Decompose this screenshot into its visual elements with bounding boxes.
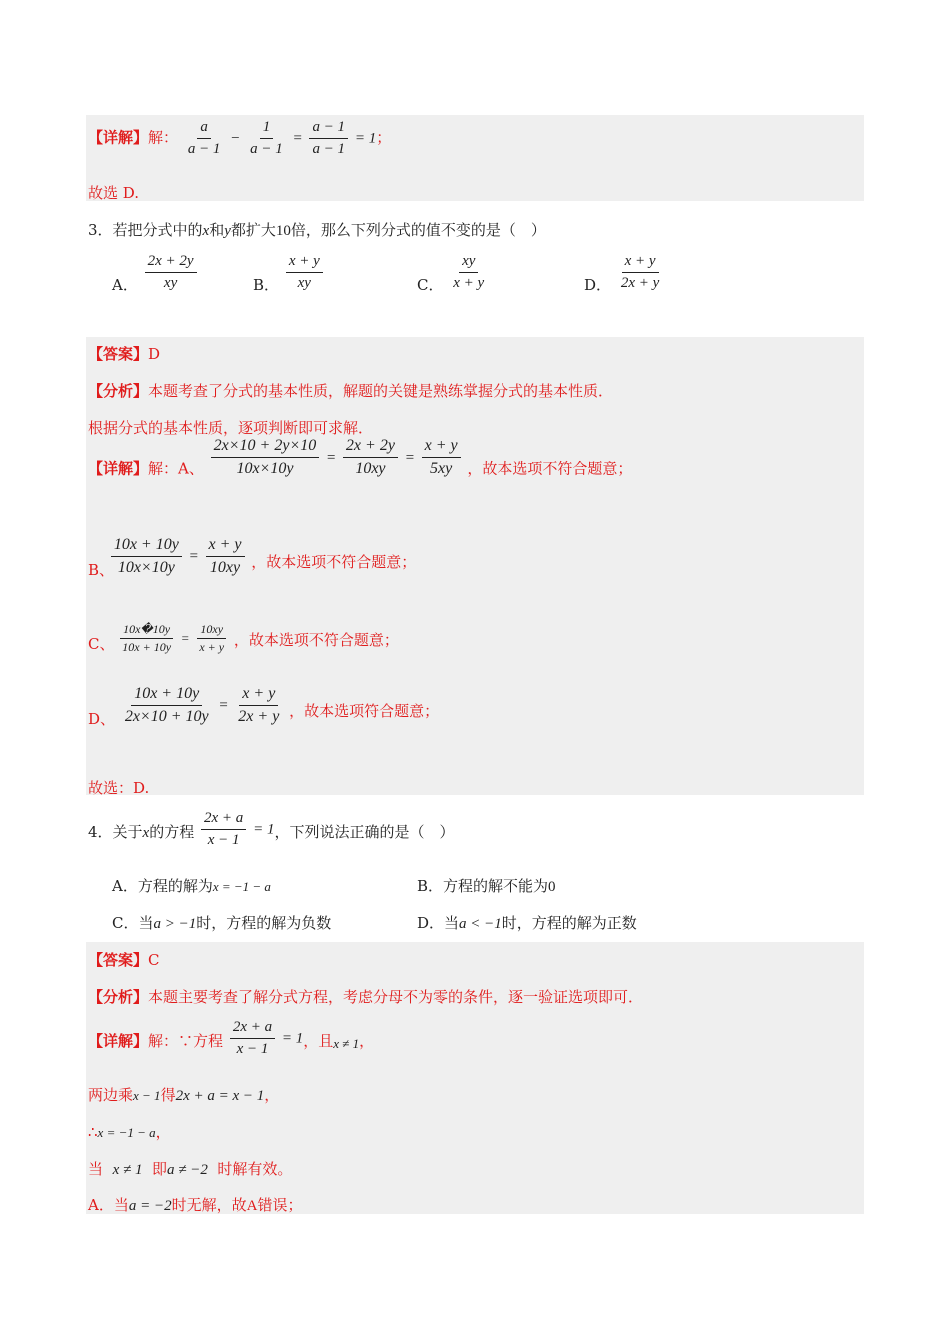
option-c-q4: C．当a > −1时，方程的解为负数 — [112, 914, 332, 932]
analysis-q4: 【分析】本题主要考查了解分式方程，考虑分母不为零的条件，逐一验证选项即可． — [88, 988, 644, 1006]
option-b: B． $\frac{x + y}{xy}$ — [253, 252, 325, 293]
option-a: A． $\frac{2x + 2y}{xy}$ — [112, 252, 199, 293]
method-q3: 根据分式的基本性质，逐项判断即可求解． — [88, 419, 374, 437]
fraction: $\frac{10x�10y}{10x + 10y}$ — [119, 622, 174, 655]
fraction: $\frac{x + y}{2x + y}$ — [620, 253, 660, 291]
question-3-stem: 3．若把分式中的x和y都扩大10倍，那么下列分式的值不变的是（ ） — [88, 221, 546, 239]
option-d: D． $\frac{x + y}{2x + y}$ — [584, 252, 664, 293]
detail-line-4-q4: 当 x ≠ 1 即a ≠ −2 时解有效。 — [88, 1160, 293, 1178]
detail-q4: 【详解】解：∵方程 $\frac{2x + a}{x - 1}$ = 1，且x ≠ 1， — [88, 1019, 375, 1057]
detail-tag: 【详解】 — [88, 128, 149, 147]
analysis-q3: 【分析】本题考查了分式的基本性质，解题的关键是熟练掌握分式的基本性质． — [88, 382, 614, 400]
conclusion-q3: 故选：D. — [88, 779, 150, 797]
detail-line-3-q4: ∴x = −1 − a， — [88, 1123, 171, 1141]
fraction: $\frac{2x + 2y}{xy}$ — [145, 252, 197, 293]
fraction: $\frac{x + y}{5xy}$ — [422, 436, 461, 479]
fraction: $\frac{2x + a}{x - 1}$ — [230, 1018, 275, 1059]
detail-b-q3: B、 $\frac{10x + 10y}{10x\times 10y}$ = $\frac{x + y}{10xy}$ ，故本选项不符合题意； — [88, 536, 417, 579]
question-4-stem: 4．关于x的方程 $\frac{2x + a}{x - 1}$ = 1，下列说法正确的是（ ） — [88, 810, 455, 848]
option-a-q4: A．方程的解为x = −1 − a — [112, 877, 271, 895]
fraction: $\frac{xy}{x + y}$ — [453, 253, 485, 291]
fraction: $\frac{x + y}{10xy}$ — [206, 535, 245, 578]
fraction: $\frac{x + y}{xy}$ — [286, 252, 323, 293]
detail-line-2-q4: 两边乘x − 1得2x + a = x − 1， — [88, 1086, 280, 1104]
fraction: $\frac{2x + 2y}{10xy}$ — [343, 436, 398, 479]
fraction: $\frac{a}{a - 1}$ — [187, 119, 221, 157]
detail-line-5-q4: A．当a = −2时无解，故A错误； — [88, 1196, 303, 1214]
fraction: $\frac{a - 1}{a - 1}$ — [309, 118, 348, 159]
option-b-q4: B．方程的解不能为0 — [417, 877, 556, 895]
option-c: C． $\frac{xy}{x + y}$ — [417, 252, 489, 293]
fraction: $\frac{2x + a}{x - 1}$ — [201, 809, 246, 850]
conclusion-q2: 故选 D. — [88, 184, 140, 202]
fraction: $\frac{10x + 10y}{10x\times 10y}$ — [111, 535, 182, 578]
detail-c-q3: C、 $\frac{10x�10y}{10x + 10y}$ = $\frac{10xy}{x + y}$ ，故本选项不符合题意； — [88, 622, 399, 654]
jie-text: 解： — [148, 128, 179, 147]
answer-q4: 【答案】C — [88, 951, 160, 969]
fraction: $\frac{2x\times 10 + 2y\times 10}{10x\times 10y}$ — [211, 436, 320, 479]
fraction: $\frac{10x + 10y}{2x\times 10 + 10y}$ — [124, 685, 209, 725]
fraction: $\frac{1}{a - 1}$ — [250, 119, 283, 157]
fraction: $\frac{x + y}{2x + y}$ — [238, 685, 280, 725]
option-d-q4: D．当a < −1时，方程的解为正数 — [417, 914, 637, 932]
detail-d-q3: D、 $\frac{10x + 10y}{2x\times 10 + 10y}$ = $\frac{x + y}{2x + y}$ ，故本选项符合题意； — [88, 685, 440, 728]
fraction: $\frac{10xy}{x + y}$ — [199, 622, 225, 654]
detail-line-q2: 【详解】解： $\frac{a}{a - 1}$ − $\frac{1}{a - 1}$ = $\frac{a - 1}{a - 1}$ = 1； — [88, 119, 392, 157]
detail-a-q3: 【详解】解：A、 $\frac{2x\times 10 + 2y\times 10}{10x\times 10y}$ = $\frac{2x + 2y}{10xy}$ = $\frac{x + y}{5xy}$ ，故本选项不符合题意； — [88, 437, 633, 478]
answer-q3: 【答案】D — [88, 345, 161, 363]
